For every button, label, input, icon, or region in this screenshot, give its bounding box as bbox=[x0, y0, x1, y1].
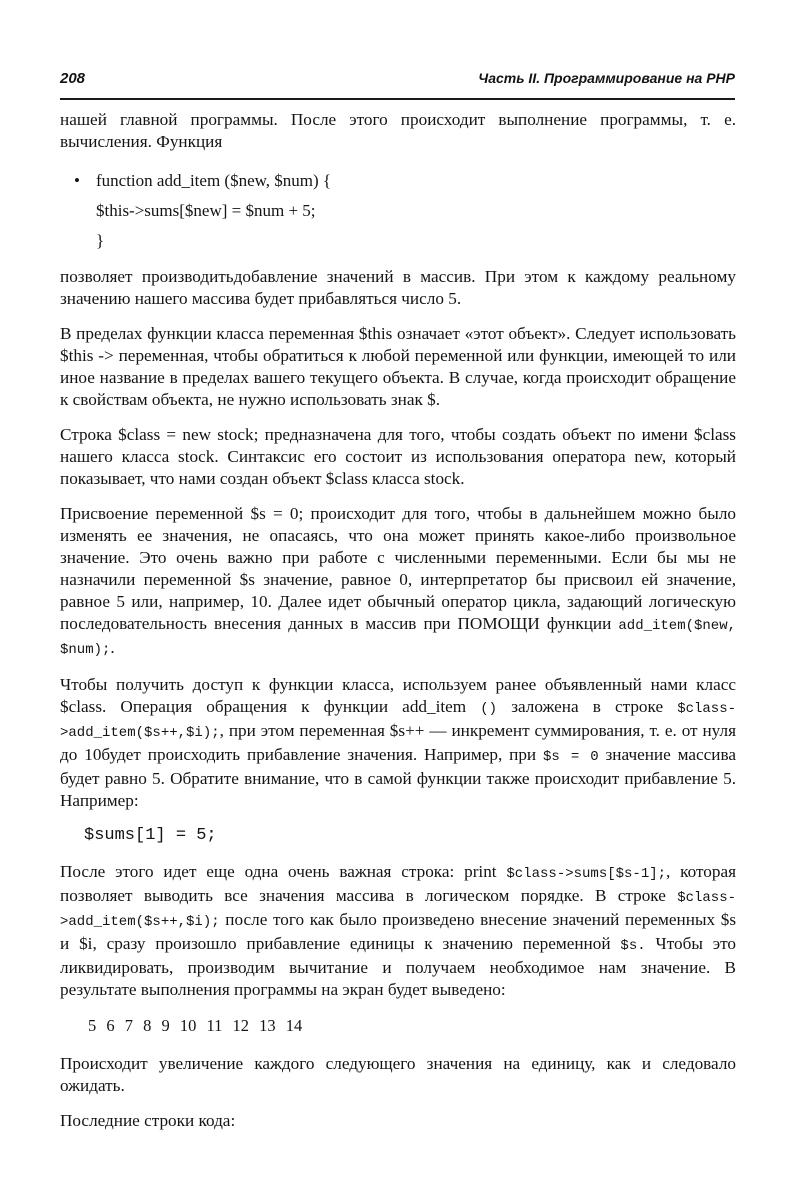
paragraph-print: После этого идет еще одна очень важная строка: print $class->sums[$s-1];, которая позволяет выводить все значения массива в логическом порядке. В строке $class->add_item($s++,$i); после того как было произведено внесение значений переменных $s и $i, сразу произошло прибавление единицы к значению переменной $s. Чтобы это ликвидировать, производим вычитание и получаем необходимое нам значение. В результате выполнения программы на экран будет выведено: bbox=[60, 862, 737, 999]
paragraph-assign-s: Присвоение переменной $s = 0; происходит для того, чтобы в дальнейшем можно было изменять ее значения, не опасаясь, что она может принять какое-либо произвольное значение. Это очень важно при работе с численными переменными. Если бы мы не назначили переменной $s значение, равное 0, интерпретатор бы присвоил ей значение, равное 5 или, например, 10. Далее идет обычный оператор цикла, задающий логическую последовательность внесения данных в массив при ПОМОЩИ функции add_item($new, $num);. bbox=[60, 504, 737, 658]
inline-code: $class->add_item($s++,$i); bbox=[60, 701, 737, 741]
page-body bbox=[60, 109, 736, 1145]
inline-code: $class->add_item($s++,$i); bbox=[60, 890, 737, 930]
code-block-function bbox=[74, 166, 736, 256]
inline-code: $class->sums[$s-1]; bbox=[506, 866, 667, 882]
paragraph-new-object: Строка $class = new stock; предназначена для того, чтобы создать объект по имени $class нашего класса stock. Синтаксис его состоит из использования оператора new, который показывает, что нами создан объект $class класса stock. bbox=[60, 425, 736, 488]
code-line-2: $this->sums[$new] = $num + 5; bbox=[96, 201, 316, 220]
running-head: Часть II. Программирование на PHP bbox=[478, 70, 735, 86]
page-number: 208 bbox=[60, 70, 86, 87]
paragraph-increment: Происходит увеличение каждого следующего значения на единицу, как и следовало ожидать. bbox=[60, 1054, 736, 1095]
bullet-icon: • bbox=[74, 171, 80, 190]
paragraph-access-function: Чтобы получить доступ к функции класса, используем ранее объявленный нами класс $class. Операция обращения к функции add_item () заложена в строке $class->add_item($s++,$i);, при этом переменная $s++ — инкремент суммирования, т. е. от нуля до 10будет происходить прибавление значения. Например, при $s = 0 значение массива будет равно 5. Обратите внимание, что в самой функции также происходит прибавление 5. Например: bbox=[60, 675, 737, 810]
code-line-1: • function add_item ($new, $num) { bbox=[74, 166, 736, 196]
inline-code: $s = 0 bbox=[543, 749, 599, 765]
inline-code: $s. bbox=[620, 938, 646, 954]
paragraph-add-values: позволяет производитьдобавление значений в массив. При этом к каждому реальному значению нашего массива будет прибавляться число 5. bbox=[60, 267, 736, 308]
code-line-3: } bbox=[96, 231, 105, 250]
inline-code: add_item($new, $num); bbox=[60, 618, 737, 658]
paragraph-last-lines: Последние строки кода: bbox=[60, 1111, 236, 1130]
paragraph-intro: нашей главной программы. После этого происходит выполнение программы, т. е. вычисления. Функция bbox=[60, 110, 736, 151]
inline-code: () bbox=[480, 701, 498, 717]
paragraph-this: В пределах функции класса переменная $this означает «этот объект». Следует использовать $this -> переменная, чтобы обратиться к любой переменной или функции, имеющей то или иное название в пределах вашего текущего объекта. В случае, когда происходит обращение к свойствам объекта, не нужно использовать знак $. bbox=[60, 324, 736, 409]
output-numbers: 5 6 7 8 9 10 11 12 13 14 bbox=[88, 1016, 303, 1035]
code-example-sums: $sums[1] = 5; bbox=[84, 826, 217, 845]
page-header bbox=[60, 64, 735, 100]
